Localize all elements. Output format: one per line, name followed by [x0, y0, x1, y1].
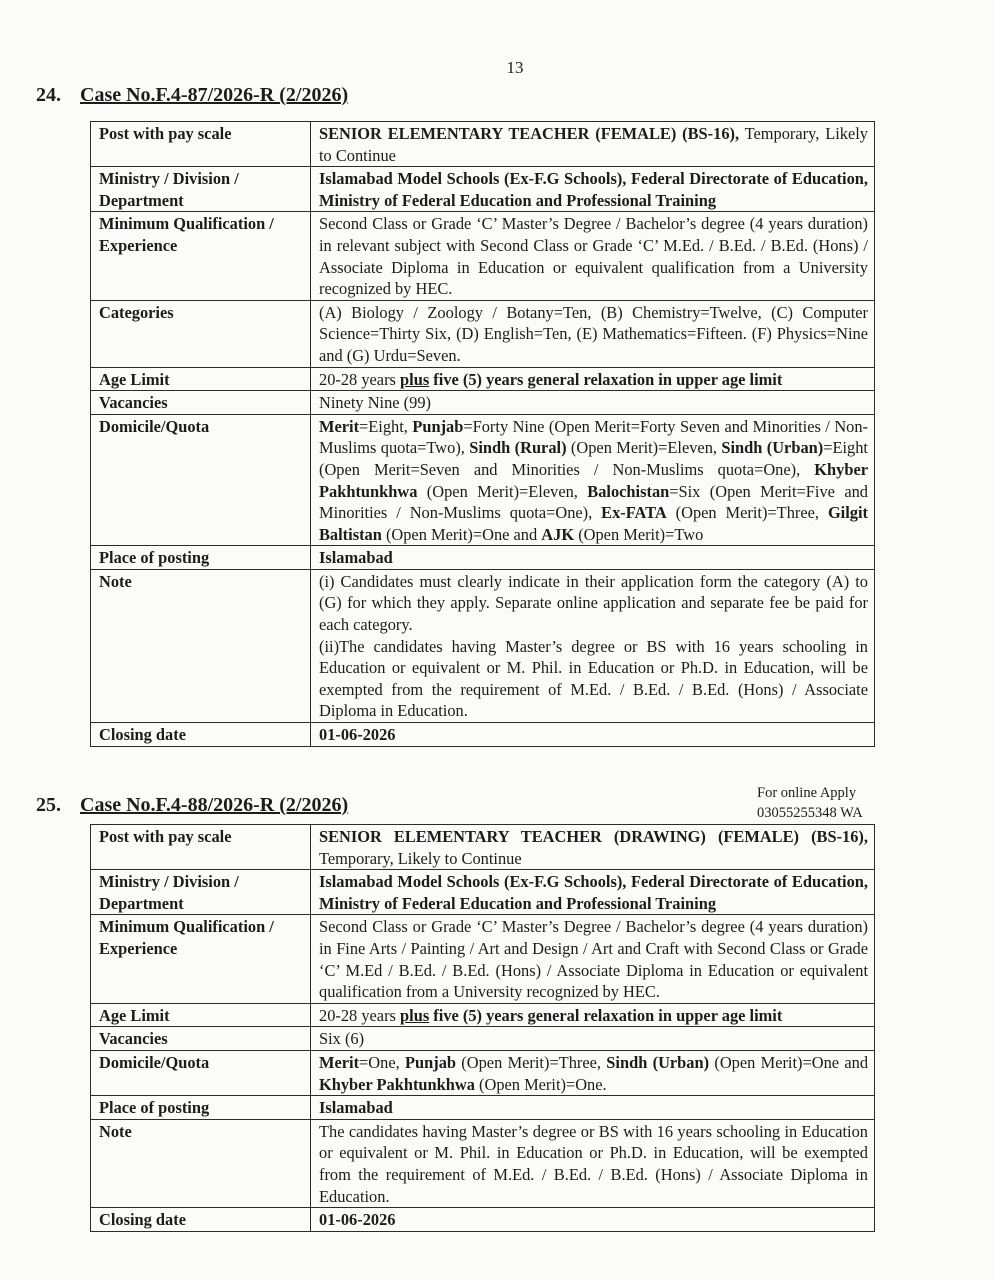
row-label: Domicile/Quota	[91, 1050, 311, 1095]
row-label: Domicile/Quota	[91, 414, 311, 546]
row-value: Merit=One, Punjab (Open Merit)=Three, Sindh (Urban) (Open Merit)=One and Khyber Pakhtunkhwa (Open Merit)=One.	[311, 1050, 875, 1095]
row-age-limit	[91, 367, 875, 391]
row-value: Merit=Eight, Punjab=Forty Nine (Open Merit=Forty Seven and Minorities / Non-Muslims quota=Two), Sindh (Rural) (Open Merit)=Eleven, Sindh (Urban)=Eight (Open Merit=Seven and Minorities / Non-Muslims quota=One), Khyber Pakhtunkhwa (Open Merit)=Eleven, Balochistan=Six (Open Merit=Five and Minorities / Non-Muslims quota=One), Ex-FATA (Open Merit)=Three, Gilgit Baltistan (Open Merit)=One and AJK (Open Merit)=Two	[311, 414, 875, 546]
row-value: Islamabad	[311, 1096, 875, 1120]
row-label: Minimum Qualification / Experience	[91, 212, 311, 300]
case-title: Case No.F.4-87/2026-R (2/2026)	[80, 84, 349, 106]
row-vacancies	[91, 1027, 875, 1051]
case-heading	[36, 84, 348, 107]
row-ministry	[91, 167, 875, 212]
row-categories	[91, 300, 875, 367]
row-domicile	[91, 414, 875, 546]
case-number: 24.	[36, 84, 61, 106]
row-label: Age Limit	[91, 367, 311, 391]
row-value: The candidates having Master’s degree or BS with 16 years schooling in Education or equivalent or M. Phil. in Education or Ph.D. in Education, will be exempted from the requirement of M.Ed. / B.Ed. / B.Ed. (Hons) / Associate Diploma in Education.	[311, 1119, 875, 1207]
row-posting	[91, 546, 875, 570]
row-value: SENIOR ELEMENTARY TEACHER (DRAWING) (FEMALE) (BS-16), Temporary, Likely to Continue	[311, 825, 875, 870]
row-label: Vacancies	[91, 1027, 311, 1051]
row-value: Second Class or Grade ‘C’ Master’s Degree / Bachelor’s degree (4 years duration) in Fine Arts / Painting / Art and Design / Art and Craft with Second Class or Grade ‘C’ M.Ed / B.Ed. / B.Ed. (Hons) / Associate Diploma in Education or equivalent qualification from a University recognized by HEC.	[311, 915, 875, 1003]
row-note	[91, 1119, 875, 1207]
row-qualification	[91, 915, 875, 1003]
row-label: Post with pay scale	[91, 825, 311, 870]
case-number: 25.	[36, 794, 61, 816]
row-label: Minimum Qualification / Experience	[91, 915, 311, 1003]
row-label: Place of posting	[91, 546, 311, 570]
row-label: Ministry / Division / Department	[91, 870, 311, 915]
case-table	[90, 824, 875, 1232]
row-label: Vacancies	[91, 391, 311, 415]
row-label: Age Limit	[91, 1003, 311, 1027]
case-heading	[36, 794, 348, 817]
row-closing-date	[91, 1208, 875, 1232]
row-value: Second Class or Grade ‘C’ Master’s Degree / Bachelor’s degree (4 years duration) in relevant subject with Second Class or Grade ‘C’ M.Ed. / B.Ed. / B.Ed. (Hons) / Associate Diploma in Education or equivalent qualification from a University recognized by HEC.	[311, 212, 875, 300]
row-post	[91, 825, 875, 870]
row-label: Closing date	[91, 1208, 311, 1232]
page-number: 13	[506, 58, 524, 77]
row-value: Islamabad	[311, 546, 875, 570]
row-vacancies	[91, 391, 875, 415]
row-value: Islamabad Model Schools (Ex-F.G Schools), Federal Directorate of Education, Ministry of Federal Education and Professional Training	[311, 167, 875, 212]
row-value: 20-28 years plus five (5) years general relaxation in upper age limit	[311, 1003, 875, 1027]
row-value: (A) Biology / Zoology / Botany=Ten, (B) Chemistry=Twelve, (C) Computer Science=Thirty Six, (D) English=Ten, (E) Mathematics=Fifteen. (F) Physics=Nine and (G) Urdu=Seven.	[311, 300, 875, 367]
row-label: Closing date	[91, 723, 311, 747]
row-value: (i) Candidates must clearly indicate in their application form the category (A) to (G) for which they apply. Separate online application and separate fee be paid for each category. (ii)The candidates having Master’s degree or BS with 16 years schooling in Education or equivalent or M. Phil. in Education or Ph.D. in Education, will be exempted from the requirement of M.Ed. / B.Ed. / B.Ed. (Hons) / Associate Diploma in Education.	[311, 569, 875, 722]
online-apply-note: For online Apply 03055255348 WA	[757, 785, 863, 821]
case-table	[90, 121, 875, 747]
row-value: SENIOR ELEMENTARY TEACHER (FEMALE) (BS-16), Temporary, Likely to Continue	[311, 122, 875, 167]
row-label: Note	[91, 1119, 311, 1207]
row-value: Ninety Nine (99)	[311, 391, 875, 415]
row-domicile	[91, 1050, 875, 1095]
row-value: Islamabad Model Schools (Ex-F.G Schools), Federal Directorate of Education, Ministry of Federal Education and Professional Training	[311, 870, 875, 915]
row-value: Six (6)	[311, 1027, 875, 1051]
row-value: 01-06-2026	[311, 723, 875, 747]
row-post	[91, 122, 875, 167]
case-title: Case No.F.4-88/2026-R (2/2026)	[80, 794, 349, 816]
row-label: Note	[91, 569, 311, 722]
row-posting	[91, 1096, 875, 1120]
row-value: 20-28 years plus five (5) years general relaxation in upper age limit	[311, 367, 875, 391]
row-note	[91, 569, 875, 722]
row-label: Categories	[91, 300, 311, 367]
row-value: 01-06-2026	[311, 1208, 875, 1232]
row-ministry	[91, 870, 875, 915]
row-label: Place of posting	[91, 1096, 311, 1120]
row-label: Ministry / Division / Department	[91, 167, 311, 212]
row-qualification	[91, 212, 875, 300]
row-closing-date	[91, 723, 875, 747]
row-age-limit	[91, 1003, 875, 1027]
row-label: Post with pay scale	[91, 122, 311, 167]
